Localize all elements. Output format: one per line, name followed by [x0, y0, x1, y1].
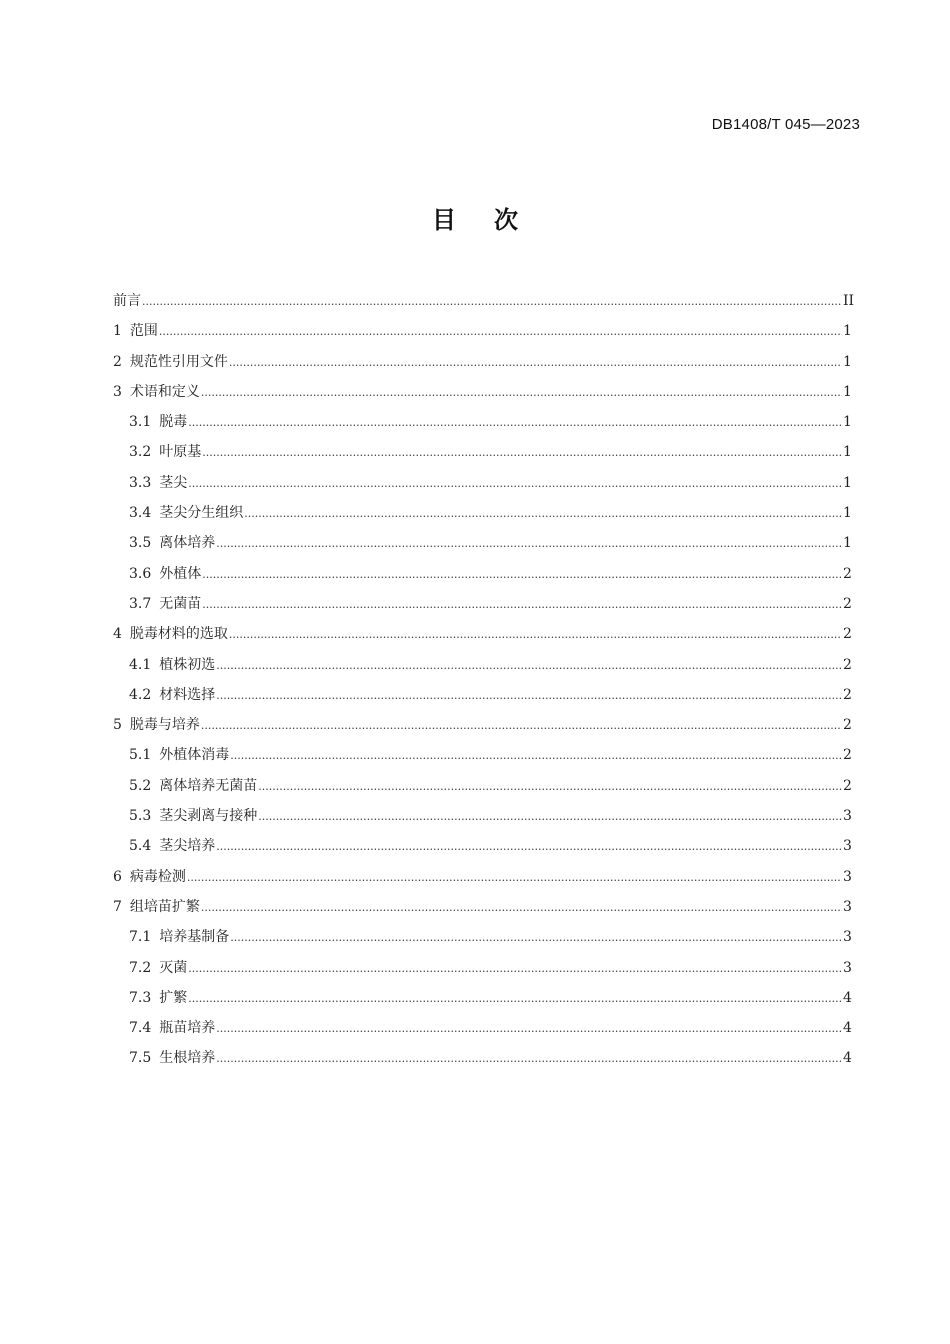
toc-entry-number: 3.6: [129, 565, 152, 582]
toc-entry-page-number: 2: [843, 686, 852, 703]
toc-entry-number: 7.1: [129, 929, 152, 946]
toc-entry[interactable]: [113, 1013, 851, 1043]
toc-entry-label: 培养基制备: [159, 929, 230, 946]
toc-entry[interactable]: [113, 437, 851, 467]
toc-entry-number: 7.4: [129, 1020, 152, 1037]
toc-entry-number: 5.2: [129, 777, 152, 794]
toc-entry-number: 4.1: [129, 656, 152, 673]
toc-entry-page-number: 2: [843, 626, 852, 643]
dot-leader: [229, 620, 842, 650]
toc-entry-label: 茎尖培养: [159, 838, 216, 855]
toc-entry-label: 瓶苗培养: [159, 1020, 216, 1037]
toc-entry-label: 病毒检测: [129, 868, 186, 885]
toc-entry-label: 扩繁: [159, 989, 188, 1006]
dot-leader: [216, 1044, 842, 1074]
toc-entry[interactable]: [113, 347, 851, 377]
toc-entry-page-number: 2: [843, 777, 852, 794]
toc-entry-page-number: 3: [843, 868, 852, 885]
dot-leader: [244, 499, 842, 529]
dot-leader: [258, 772, 842, 802]
toc-entry-number: 4.2: [129, 686, 152, 703]
toc-entry-number: 2: [113, 353, 122, 370]
toc-entry-label: 生根培养: [159, 1050, 216, 1067]
toc-entry-label: 茎尖分生组织: [159, 505, 244, 522]
toc-entry[interactable]: [113, 862, 851, 892]
toc-entry-label: 脱毒与培养: [129, 717, 200, 734]
dot-leader: [229, 348, 842, 378]
toc-entry[interactable]: [113, 680, 851, 710]
toc-entry-number: 5.3: [129, 808, 152, 825]
toc-entry-label: 前言: [113, 293, 141, 309]
page-title: 目次: [432, 206, 556, 234]
toc-entry-page-number: 3: [843, 959, 852, 976]
toc-entry-number: 3.4: [129, 505, 152, 522]
toc-entry-label: 离体培养无菌苗: [159, 777, 258, 794]
toc-entry-number: 7.5: [129, 1050, 152, 1067]
dot-leader: [188, 469, 842, 499]
toc-entry-page-number: 4: [843, 1050, 852, 1067]
toc-entry[interactable]: [113, 650, 851, 680]
toc-entry-page-number: 2: [843, 747, 852, 764]
dot-leader: [201, 378, 842, 408]
toc-entry[interactable]: [113, 1043, 851, 1073]
toc-entry-number: 6: [113, 868, 122, 885]
dot-leader: [230, 923, 842, 953]
dot-leader: [188, 408, 842, 438]
dot-leader: [142, 287, 842, 317]
toc-entry-page-number: II: [843, 293, 855, 309]
toc-entry-label: 无菌苗: [159, 595, 202, 612]
toc-entry-page-number: 4: [843, 989, 852, 1006]
toc-entry[interactable]: [113, 831, 851, 861]
dot-leader: [201, 711, 842, 741]
toc-entry[interactable]: [113, 740, 851, 770]
toc-entry[interactable]: [113, 983, 851, 1013]
toc-entry-label: 材料选择: [159, 686, 216, 703]
toc-entry-label: 茎尖: [159, 474, 188, 491]
toc-entry-label: 植株初选: [159, 656, 216, 673]
dot-leader: [216, 1014, 842, 1044]
toc-entry-page-number: 2: [843, 717, 852, 734]
toc-entry[interactable]: [113, 407, 851, 437]
toc-entry-page-number: 2: [843, 565, 852, 582]
dot-leader: [159, 317, 842, 347]
dot-leader: [202, 590, 842, 620]
toc-entry[interactable]: [113, 953, 851, 983]
toc-entry-page-number: 2: [843, 656, 852, 673]
dot-leader: [230, 741, 842, 771]
toc-entry-label: 离体培养: [159, 535, 216, 552]
toc-entry-number: 4: [113, 626, 122, 643]
toc-entry-page-number: 1: [843, 383, 852, 400]
toc-entry-number: 5.4: [129, 838, 152, 855]
toc-entry-page-number: 4: [843, 1020, 852, 1037]
toc-entry[interactable]: [113, 316, 851, 346]
toc-entry-number: 7.3: [129, 989, 152, 1006]
toc-entry[interactable]: [113, 892, 851, 922]
dot-leader: [188, 984, 842, 1014]
toc-entry-number: 3: [113, 383, 122, 400]
toc-entry-page-number: 3: [843, 929, 852, 946]
toc-entry[interactable]: [113, 498, 851, 528]
toc-entry-number: 7.2: [129, 959, 152, 976]
dot-leader: [202, 438, 842, 468]
toc-entry[interactable]: [113, 377, 851, 407]
toc-entry-number: 3.5: [129, 535, 152, 552]
toc-entry-label: 外植体: [159, 565, 202, 582]
toc-entry-label: 茎尖剥离与接种: [159, 808, 258, 825]
dot-leader: [216, 832, 842, 862]
toc-entry[interactable]: [113, 801, 851, 831]
toc-entry-label: 规范性引用文件: [129, 353, 228, 370]
toc-entry-page-number: 3: [843, 838, 852, 855]
toc-entry[interactable]: [113, 286, 855, 316]
toc-entry-number: 5.1: [129, 747, 152, 764]
toc-entry-page-number: 3: [843, 898, 852, 915]
dot-leader: [258, 802, 842, 832]
toc-entry-number: 5: [113, 717, 122, 734]
toc-entry-label: 脱毒材料的选取: [129, 626, 228, 643]
table-of-contents: [113, 286, 855, 1074]
toc-entry[interactable]: [113, 528, 851, 558]
toc-entry-number: 3.7: [129, 595, 152, 612]
toc-entry-number: 1: [113, 323, 122, 340]
toc-entry-label: 脱毒: [159, 414, 188, 431]
toc-entry-label: 灭菌: [159, 959, 188, 976]
toc-entry-page-number: 3: [843, 808, 852, 825]
toc-entry-label: 范围: [129, 323, 158, 340]
toc-entry[interactable]: [113, 710, 851, 740]
toc-entry-page-number: 1: [843, 323, 852, 340]
dot-leader: [216, 681, 842, 711]
toc-entry-label: 外植体消毒: [159, 747, 230, 764]
toc-entry-label: 叶原基: [159, 444, 202, 461]
toc-entry[interactable]: [113, 922, 851, 952]
toc-entry[interactable]: [113, 468, 851, 498]
toc-entry[interactable]: [113, 589, 851, 619]
toc-entry-number: 3.1: [129, 414, 152, 431]
toc-entry-number: 3.3: [129, 474, 152, 491]
toc-entry-page-number: 1: [843, 414, 852, 431]
toc-entry-page-number: 1: [843, 535, 852, 552]
dot-leader: [216, 651, 842, 681]
document-code: DB1408/T 045—2023: [711, 116, 860, 133]
toc-entry-page-number: 1: [843, 505, 852, 522]
toc-entry-number: 7: [113, 898, 122, 915]
toc-entry-number: 3.2: [129, 444, 152, 461]
toc-entry-label: 组培苗扩繁: [129, 898, 200, 915]
dot-leader: [187, 863, 842, 893]
toc-entry-page-number: 1: [843, 444, 852, 461]
toc-entry-page-number: 1: [843, 353, 852, 370]
toc-entry[interactable]: [113, 619, 851, 649]
toc-entry-page-number: 2: [843, 595, 852, 612]
toc-entry[interactable]: [113, 771, 851, 801]
dot-leader: [216, 529, 842, 559]
dot-leader: [201, 893, 842, 923]
dot-leader: [188, 954, 842, 984]
dot-leader: [202, 560, 842, 590]
toc-entry-label: 术语和定义: [129, 383, 200, 400]
toc-entry-page-number: 1: [843, 474, 852, 491]
toc-entry[interactable]: [113, 559, 851, 589]
